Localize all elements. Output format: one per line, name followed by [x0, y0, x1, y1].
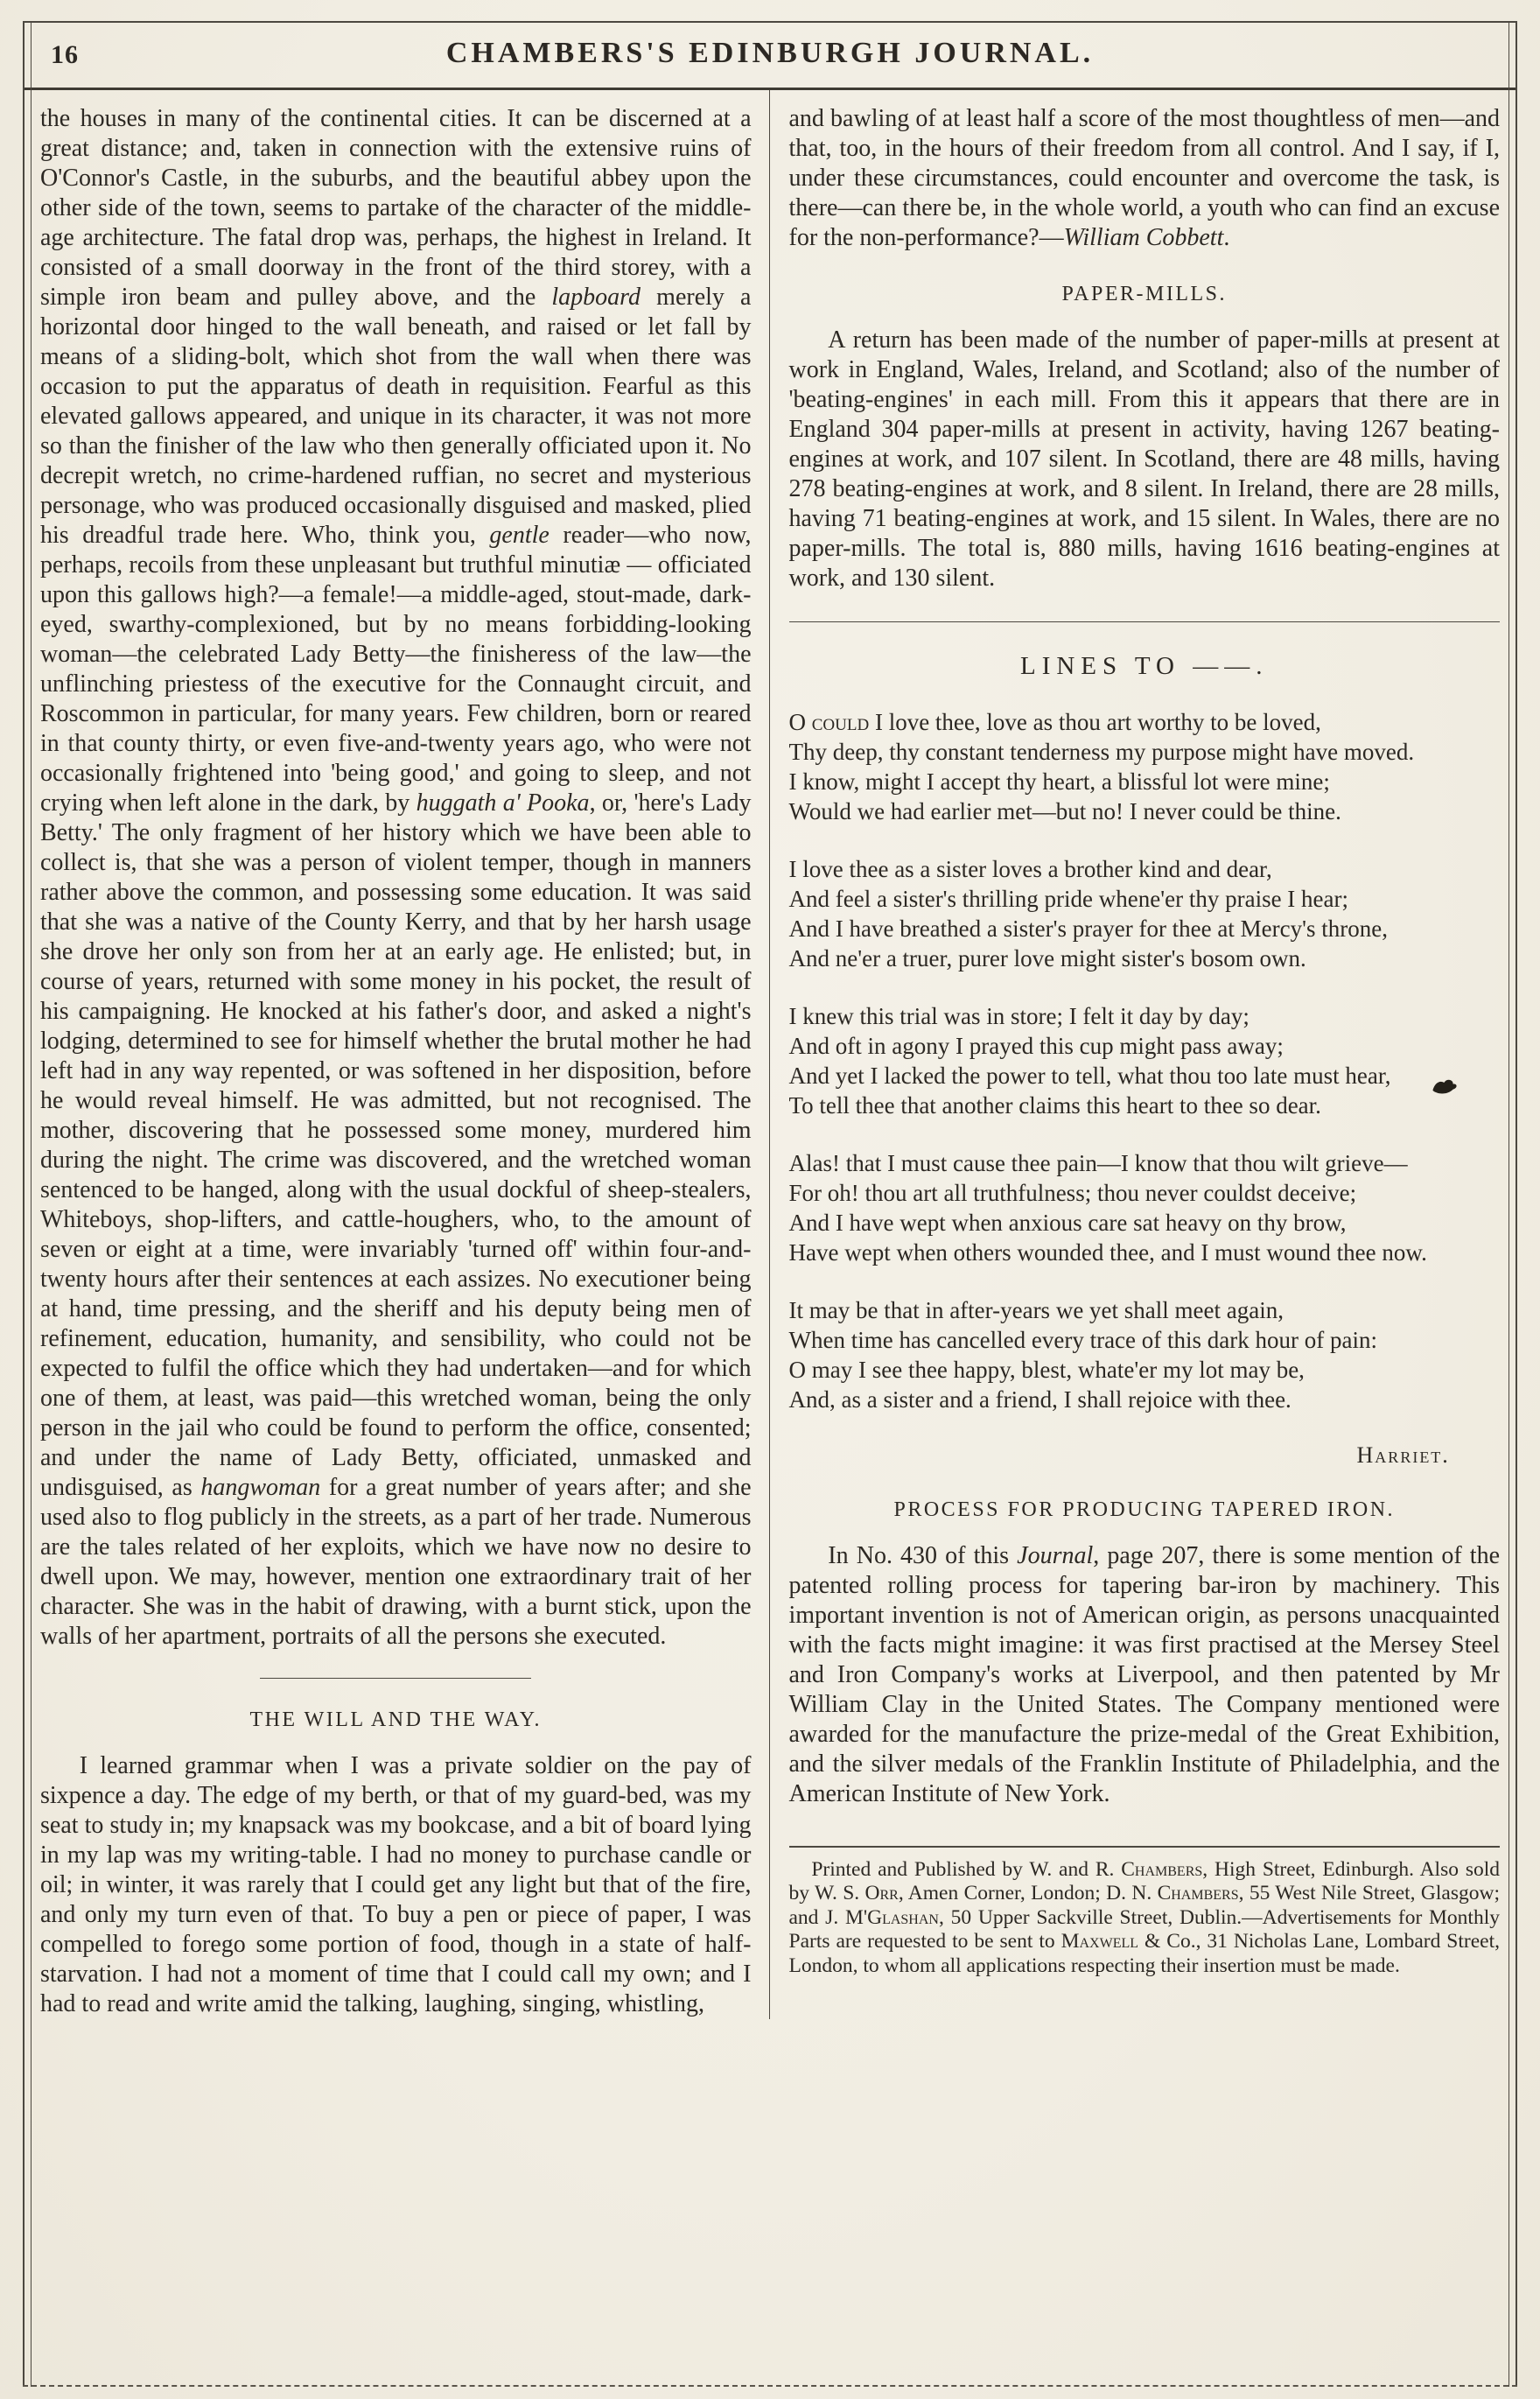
poem-line: And yet I lacked the power to tell, what thou too late must hear,: [788, 1062, 1391, 1089]
page-border-right-inner: [1508, 21, 1509, 2387]
journal-title: CHAMBERS'S EDINBURGH JOURNAL.: [445, 37, 1095, 69]
poem-line: When time has cancelled every trace of this dark hour of pain:: [788, 1326, 1377, 1353]
ink-blot-artifact: [1430, 1077, 1460, 1097]
page-number: 16: [51, 40, 79, 69]
poem-signature: Harriet.: [1356, 1442, 1450, 1468]
poem-line: O could I love thee, love as thou art worthy to be loved,: [788, 708, 1321, 735]
poem-line: O may I see thee happy, blest, whate'er my lot may be,: [788, 1356, 1305, 1383]
poem-line: I love thee as a sister loves a brother kind and dear,: [788, 855, 1272, 882]
poem-line: For oh! thou art all truthfulness; thou never couldst deceive;: [788, 1179, 1357, 1206]
section-heading-paper-mills: PAPER-MILLS.: [1061, 282, 1227, 305]
page-border-left-outer: [23, 21, 24, 2387]
imprint-rule: [789, 1846, 1501, 1848]
cobbett-conclusion: and bawling of at least half a score of the most thoughtless of men—and that, too, in the hours of their freedom from all control. And I say, if I, under these circumstances, could encounter and overcome the task, is there—can there be, in the whole world, a youth who can find an excuse for the non-performance?—William Cobbett.: [788, 104, 1500, 251]
section-heading-will-and-way: THE WILL AND THE WAY.: [249, 1708, 542, 1731]
page-bottom-edge: [23, 2385, 1517, 2387]
poem-line: And, as a sister and a friend, I shall rejoice with thee.: [788, 1385, 1292, 1413]
poem-stanza: [789, 707, 1501, 826]
article-divider-rule: [789, 621, 1501, 622]
poem-line: Alas! that I must cause thee pain—I know that thou wilt grieve—: [788, 1149, 1408, 1176]
executioner-article-body: the houses in many of the continental cities. It can be discerned at a great distance; and, taken in connection with the extensive ruins of O'Connor's Castle, in the suburbs, and the beautiful abbey upon the other side of the town, seems to partake of the character of the middle-age architecture. The fatal drop was, perhaps, the highest in Ireland. It consisted of a small doorway in the front of the third storey, with a simple iron beam and pulley above, and the lapboard merely a horizontal door hinged to the wall beneath, and raised or let fall by means of a sliding-bolt, which shot from the wall when there was occasion to put the apparatus of death in requisition. Fearful as this elevated gallows appeared, and unique in its character, it was not more so than the finisher of the law who then generally officiated upon it. No decrepit wretch, no crime-hardened ruffian, no secret and mysterious personage, who was produced occasionally disguised and masked, plied his dreadful trade here. Who, think you, gentle reader—who now, perhaps, recoils from these unpleasant but truthful minutiæ — officiated upon this gallows high?—a female!—a middle-aged, stout-made, dark-eyed, swarthy-complexioned, but by no means forbidding-looking woman—the celebrated Lady Betty—the finisheress of the law—the unflinching priestess of the executive for the Connaught circuit, and Roscommon in particular, for many years. Few children, born or reared in that county thirty, or even five-and-twenty years ago, who were not occasionally frightened into 'being good,' and going to sleep, and not crying when left alone in the dark, by huggath a' Pooka, or, 'here's Lady Betty.' The only fragment of her history which we have been able to collect is, that she was a person of violent temper, though in manners rather above the common, and possessing some education. It was said that she was a native of the County Kerry, and that by her harsh usage she drove her only son from her at an early age. He enlisted; but, in course of years, returned with some money in his pocket, the result of his campaigning. He knocked at his father's door, and asked a night's lodging, determined to see for himself whether the brutal mother he had left had in any way repented, or was softened in her disposition, before he would reveal himself. He was admitted, but not recognised. The mother, discovering that he possessed some money, murdered him during the night. The crime was discovered, and the wretched woman sentenced to be hanged, along with the usual dockful of sheep-stealers, Whiteboys, shop-lifters, and cattle-houghers, who, to the amount of seven or eight at a time, were invariably 'turned off' within four-and-twenty hours after their sentences at each assizes. No executioner being at hand, time pressing, and the sheriff and his deputy being men of refinement, education, humanity, and sensibility, who could not be expected to fulfil the office which they had undertaken—and for which one of them, at least, was paid—this wretched woman, being the only person in the jail who could be found to perform the office, consented; and under the name of Lady Betty, officiated, unmasked and undisguised, as hangwoman for a great number of years after; and she used also to flog publicly in the streets, as a part of her trade. Numerous are the tales related of her exploits, which we have now no desire to dwell upon. We may, however, mention one extraordinary trait of her character. She was in the habit of drawing, with a burnt stick, upon the walls of her apartment, portraits of all the persons she executed.: [40, 104, 752, 1650]
poem-stanza: [789, 1001, 1501, 1120]
poem-heading: LINES TO ——.: [1019, 651, 1269, 680]
right-column: [769, 90, 1501, 2019]
poem-line: Thy deep, thy constant tenderness my purpose might have moved.: [788, 738, 1415, 765]
poem-stanza: [789, 1295, 1501, 1414]
poem-line: And feel a sister's thrilling pride whene'er thy praise I hear;: [788, 885, 1349, 912]
section-divider-rule: [260, 1678, 531, 1679]
poem-line: It may be that in after-years we yet shall meet again,: [788, 1296, 1284, 1323]
masthead: [0, 0, 1540, 79]
content-columns: [0, 90, 1540, 2019]
will-and-way-body: I learned grammar when I was a private soldier on the pay of sixpence a day. The edge of my berth, or that of my guard-bed, was my seat to study in; my knapsack was my bookcase, and a bit of board lying in my lap was my writing-table. I had no money to purchase candle or oil; in winter, it was rarely that I could get any light but that of the fire, and only my turn even of that. To buy a pen or piece of paper, I was compelled to forego some portion of food, though in a state of half-starvation. I had not a moment of time that I could call my own; and I had to read and write amid the talking, laughing, singing, whistling,: [40, 1751, 752, 2017]
poem-line: And I have wept when anxious care sat heavy on thy brow,: [788, 1209, 1347, 1236]
poem-stanza: [789, 854, 1501, 973]
poem: [789, 707, 1501, 1414]
tapered-iron-body: In No. 430 of this Journal, page 207, there is some mention of the patented rolling process for tapering bar-iron by machinery. This important invention is not of American origin, as persons unacquainted with the facts might imagine: it was first practised at the Mersey Steel and Iron Company's works at Liverpool, and then patented by Mr William Clay in the United States. The Company mentioned were awarded for the manufacture the prize-medal of the Great Exhibition, and the silver medals of the Franklin Institute of Philadelphia, and the American Institute of New York.: [788, 1541, 1501, 1807]
section-heading-tapered-iron: PROCESS FOR PRODUCING TAPERED IRON.: [893, 1498, 1396, 1521]
poem-stanza: [789, 1148, 1501, 1267]
poem-line: Have wept when others wounded thee, and I must wound thee now.: [788, 1238, 1427, 1266]
poem-line: And I have breathed a sister's prayer for thee at Mercy's throne,: [788, 915, 1388, 942]
left-column: [40, 90, 769, 2019]
publisher-imprint: Printed and Published by W. and R. Chambers, High Street, Edinburgh. Also sold by W. S. Orr, Amen Corner, London; D. N. Chambers, 55 West Nile Street, Glasgow; and J. M'Glashan, 50 Upper Sackville Street, Dublin.—Advertisements for Monthly Parts are requested to be sent to Maxwell & Co., 31 Nicholas Lane, Lombard Street, London, to whom all applications respecting their insertion must be made.: [788, 1857, 1500, 1977]
poem-line: Would we had earlier met—but no! I never could be thine.: [788, 797, 1341, 824]
poem-line: I know, might I accept thy heart, a blissful lot were mine;: [788, 768, 1330, 795]
poem-line: And ne'er a truer, purer love might sister's bosom own.: [788, 944, 1306, 972]
page-border-right-outer: [1516, 21, 1517, 2387]
paper-mills-body: A return has been made of the number of paper-mills at present at work in England, Wales, Ireland, and Scotland; also of the number of 'beating-engines' in each mill. From this it appears that there are in England 304 paper-mills at present in activity, having 1267 beating-engines at work, and 107 silent. In Scotland, there are 48 mills, having 278 beating-engines at work, and 8 silent. In Ireland, there are 28 mills, having 71 beating-engines at work, and 15 silent. In Wales, there are no paper-mills. The total is, 880 mills, having 1616 beating-engines at work, and 130 silent.: [788, 326, 1500, 592]
poem-line: And oft in agony I prayed this cup might pass away;: [788, 1032, 1284, 1059]
page-border-left-inner: [31, 21, 32, 2387]
poem-line: To tell thee that another claims this heart to thee so dear.: [788, 1091, 1321, 1119]
poem-line: I knew this trial was in store; I felt it day by day;: [788, 1002, 1250, 1029]
